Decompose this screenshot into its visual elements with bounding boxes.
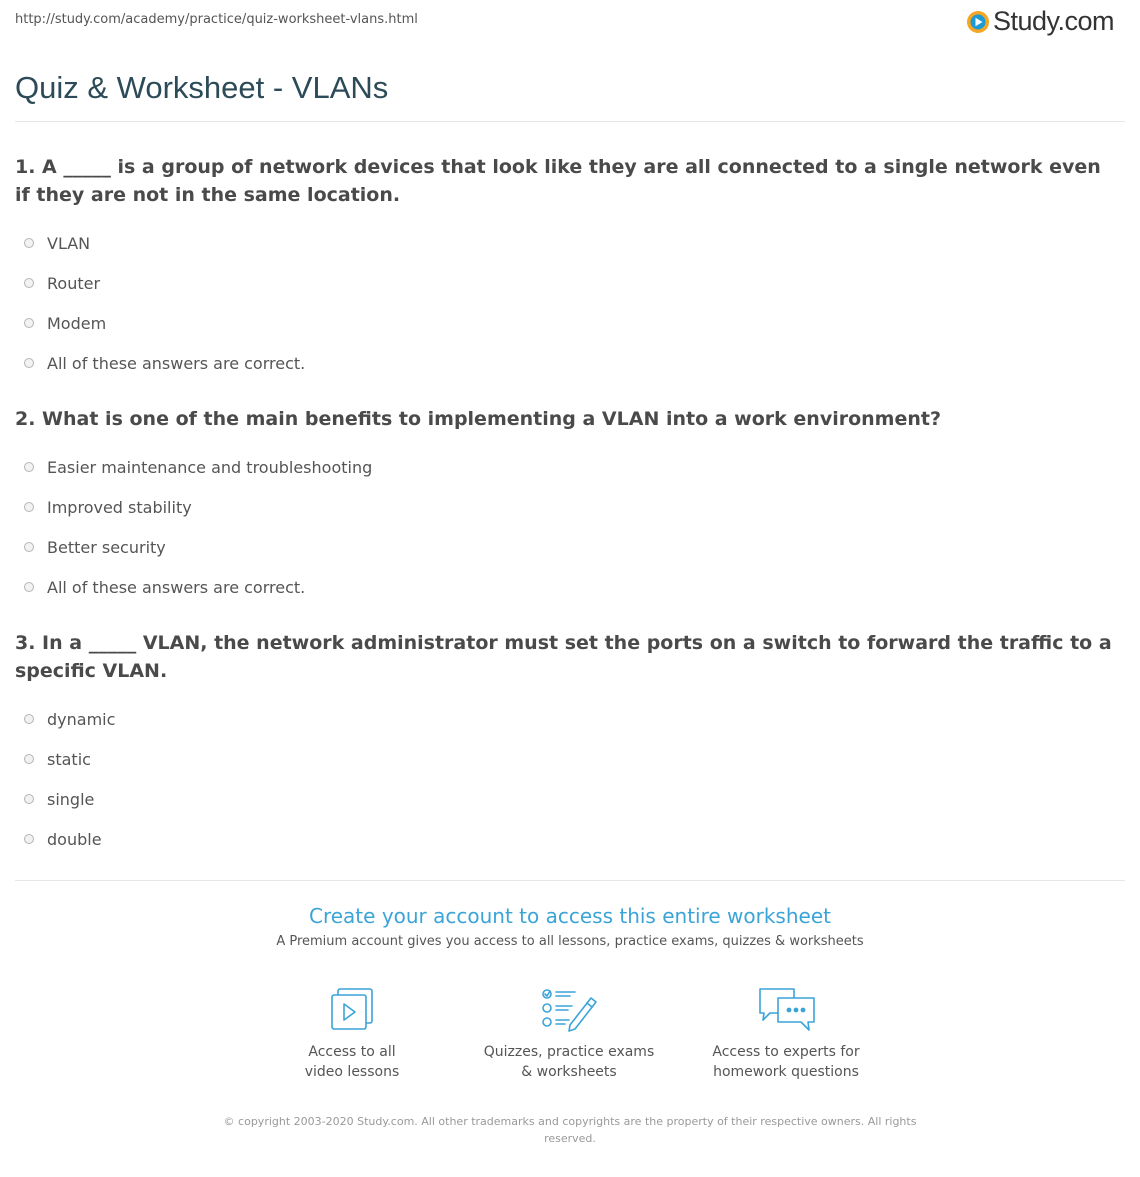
radio-button[interactable] xyxy=(24,358,34,368)
radio-button[interactable] xyxy=(24,714,34,724)
study-logo-text: Study.com xyxy=(992,6,1114,36)
answer-label: dynamic xyxy=(47,709,116,729)
question-1 xyxy=(15,153,1115,383)
feature-label xyxy=(686,1042,886,1082)
answer-option[interactable] xyxy=(15,223,1115,263)
question-3 xyxy=(15,629,1115,859)
answer-option[interactable] xyxy=(15,779,1115,819)
feature-experts xyxy=(686,985,886,1082)
page-title: Quiz & Worksheet - VLANs xyxy=(15,70,389,105)
radio-button[interactable] xyxy=(24,582,34,592)
copyright-notice: © copyright 2003-2020 Study.com. All other trademarks and copyrights are the property of their respective owners. All rights reserved. xyxy=(223,1115,917,1145)
answer-label: double xyxy=(47,829,102,849)
answer-label: Easier maintenance and troubleshooting xyxy=(47,457,373,477)
answer-label: Improved stability xyxy=(47,497,192,517)
study-logo[interactable] xyxy=(966,6,1114,37)
radio-button[interactable] xyxy=(24,834,34,844)
feature-label-line: video lessons xyxy=(304,1064,400,1080)
feature-label-line: Quizzes, practice exams xyxy=(483,1044,655,1060)
feature-label-line: homework questions xyxy=(713,1064,859,1080)
cta-subtitle: A Premium account gives you access to all lessons, practice exams, quizzes & worksheets xyxy=(276,934,864,949)
radio-button[interactable] xyxy=(24,238,34,248)
answer-option[interactable] xyxy=(15,739,1115,779)
answer-option[interactable] xyxy=(15,447,1115,487)
radio-button[interactable] xyxy=(24,754,34,764)
question-text: 3. In a _____ VLAN, the network administrator must set the ports on a switch to forward the traffic to a specific VLAN. xyxy=(15,632,1112,682)
video-lessons-icon xyxy=(322,985,382,1035)
feature-video-lessons xyxy=(252,985,452,1082)
title-divider xyxy=(15,121,1125,122)
answer-list xyxy=(15,223,1115,383)
page-url: http://study.com/academy/practice/quiz-worksheet-vlans.html xyxy=(15,12,418,27)
feature-label-line: & worksheets xyxy=(521,1064,617,1080)
answer-option[interactable] xyxy=(15,263,1115,303)
radio-button[interactable] xyxy=(24,502,34,512)
answer-option[interactable] xyxy=(15,819,1115,859)
answer-list xyxy=(15,699,1115,859)
answer-option[interactable] xyxy=(15,527,1115,567)
feature-label xyxy=(252,1042,452,1082)
top-bar xyxy=(0,0,1140,50)
answer-option[interactable] xyxy=(15,343,1115,383)
feature-label-line: Access to all xyxy=(308,1044,396,1060)
study-logo-icon xyxy=(966,10,990,34)
answer-label: VLAN xyxy=(47,233,91,253)
radio-button[interactable] xyxy=(24,542,34,552)
radio-button[interactable] xyxy=(24,794,34,804)
answer-label: All of these answers are correct. xyxy=(47,577,306,597)
answer-label: static xyxy=(47,749,91,769)
answer-label: single xyxy=(47,789,95,809)
radio-button[interactable] xyxy=(24,318,34,328)
feature-label-line: Access to experts for xyxy=(712,1044,860,1060)
radio-button[interactable] xyxy=(24,462,34,472)
question-text: 2. What is one of the main benefits to implementing a VLAN into a work environment? xyxy=(15,408,941,430)
quiz-checklist-icon xyxy=(539,985,599,1035)
feature-label xyxy=(469,1042,669,1082)
answer-label: Better security xyxy=(47,537,166,557)
cta-divider xyxy=(15,880,1125,881)
answer-label: Router xyxy=(47,273,101,293)
answer-option[interactable] xyxy=(15,699,1115,739)
feature-quizzes xyxy=(469,985,669,1082)
answer-option[interactable] xyxy=(15,567,1115,607)
answer-option[interactable] xyxy=(15,487,1115,527)
chat-experts-icon xyxy=(756,985,816,1035)
radio-button[interactable] xyxy=(24,278,34,288)
question-2 xyxy=(15,405,1115,607)
answer-option[interactable] xyxy=(15,303,1115,343)
answer-label: All of these answers are correct. xyxy=(47,353,306,373)
question-text: 1. A _____ is a group of network devices that look like they are all connected to a single network even if they are not in the same location. xyxy=(15,156,1101,206)
cta-title-link[interactable]: Create your account to access this entire worksheet xyxy=(309,904,831,928)
answer-label: Modem xyxy=(47,313,107,333)
answer-list xyxy=(15,447,1115,607)
